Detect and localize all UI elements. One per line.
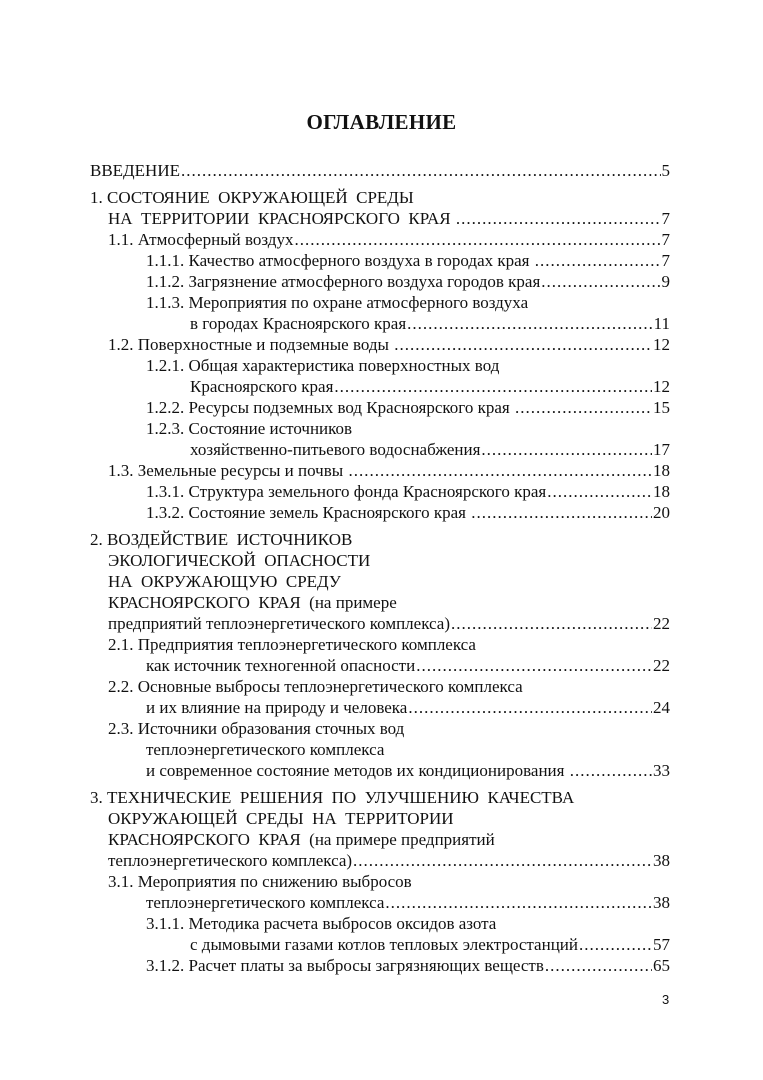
toc-line — [190, 376, 670, 397]
toc-line — [146, 892, 670, 913]
toc-entry — [0, 676, 763, 718]
toc-entry-title: теплоэнергетического комплекса — [146, 893, 385, 912]
toc-entry — [0, 397, 763, 418]
toc-page-number: 12 — [653, 335, 670, 354]
toc-page-number: 7 — [661, 209, 670, 228]
toc-line — [146, 955, 670, 976]
page-number: 3 — [662, 992, 670, 1007]
toc-page-number: 11 — [653, 314, 670, 333]
toc-entry — [0, 355, 763, 397]
toc-line — [146, 250, 670, 271]
toc-entry — [0, 160, 763, 181]
toc-line — [108, 613, 670, 634]
toc-entry-title: как источник техногенной опасности — [146, 656, 416, 675]
toc-entry — [0, 271, 763, 292]
toc-page-number: 18 — [653, 461, 670, 480]
toc-line — [108, 571, 670, 592]
toc-page-number: 20 — [653, 503, 670, 522]
toc-line — [108, 550, 670, 571]
toc-entry-title: КРАСНОЯРСКОГО КРАЯ (на примере — [108, 593, 397, 612]
dot-leader — [545, 955, 652, 976]
toc-entry-title: 2. ВОЗДЕЙСТВИЕ ИСТОЧНИКОВ — [90, 530, 353, 549]
dot-leader — [535, 250, 661, 271]
toc-page-number: 22 — [653, 656, 670, 675]
toc-line — [146, 271, 670, 292]
toc-page-number: 18 — [653, 482, 670, 501]
toc-entry-title: ВВЕДЕНИЕ — [90, 161, 180, 180]
toc-line — [190, 313, 670, 334]
toc-entry-title: 1.2.2. Ресурсы подземных вод Красноярского края — [146, 398, 514, 417]
toc-entry-title: 1.1. Атмосферный воздух — [108, 230, 294, 249]
toc-line — [146, 292, 670, 313]
toc-line — [108, 229, 670, 250]
toc-entry-title: и современное состояние методов их кондиционирования — [146, 761, 569, 780]
toc-entry-title: 1.1.1. Качество атмосферного воздуха в городах края — [146, 251, 534, 270]
dot-leader — [334, 376, 652, 397]
toc-line — [146, 760, 670, 781]
toc-entry-title: НА ОКРУЖАЮЩУЮ СРЕДУ — [108, 572, 341, 591]
toc-entry — [0, 460, 763, 481]
toc-line — [146, 397, 670, 418]
toc-page-number: 57 — [653, 935, 670, 954]
dot-leader — [353, 850, 652, 871]
toc-entry-title: 1.2. Поверхностные и подземные воды — [108, 335, 394, 354]
toc-line — [108, 829, 670, 850]
dot-leader — [385, 892, 652, 913]
toc-entry-title: 1.1.3. Мероприятия по охране атмосферного воздуха — [146, 293, 529, 312]
toc-line — [108, 334, 670, 355]
toc-entry-title: теплоэнергетического комплекса) — [108, 851, 353, 870]
toc-entry-title: ЭКОЛОГИЧЕСКОЙ ОПАСНОСТИ — [108, 551, 371, 570]
toc-entry-title: 3.1.2. Расчет платы за выбросы загрязняющих веществ — [146, 956, 544, 975]
toc-line — [108, 460, 670, 481]
toc-line — [146, 355, 670, 376]
toc-line — [146, 697, 670, 718]
table-of-contents — [0, 160, 763, 976]
toc-entry-title: Красноярского края — [190, 377, 334, 396]
toc-entry — [0, 634, 763, 676]
dot-leader — [471, 502, 652, 523]
toc-line — [108, 718, 670, 739]
toc-line — [190, 439, 670, 460]
toc-page-number: 15 — [653, 398, 670, 417]
dot-leader — [348, 460, 652, 481]
toc-page-number: 7 — [661, 230, 670, 249]
toc-line — [146, 739, 670, 760]
toc-line — [146, 655, 670, 676]
toc-page-number: 17 — [653, 440, 670, 459]
toc-entry-title: 1.3.1. Структура земельного фонда Красноярского края — [146, 482, 547, 501]
toc-entry-title: 1. СОСТОЯНИЕ ОКРУЖАЮЩЕЙ СРЕДЫ — [90, 188, 414, 207]
toc-page-number: 65 — [653, 956, 670, 975]
dot-leader — [407, 313, 652, 334]
toc-page-number: 5 — [661, 161, 670, 180]
toc-page-number: 12 — [653, 377, 670, 396]
toc-page-number: 9 — [661, 272, 670, 291]
dot-leader — [481, 439, 652, 460]
toc-entry-title: 2.3. Источники образования сточных вод — [108, 719, 405, 738]
dot-leader — [294, 229, 660, 250]
dot-leader — [541, 271, 660, 292]
dot-leader — [416, 655, 652, 676]
toc-entry — [0, 955, 763, 976]
toc-entry — [0, 502, 763, 523]
toc-line — [108, 676, 670, 697]
toc-entry-title: 1.1.2. Загрязнение атмосферного воздуха городов края — [146, 272, 541, 291]
toc-line — [90, 187, 670, 208]
page-title: ОГЛАВЛЕНИЕ — [306, 110, 457, 134]
toc-line — [90, 787, 670, 808]
toc-entry-title: 3.1. Мероприятия по снижению выбросов — [108, 872, 412, 891]
toc-line — [146, 418, 670, 439]
toc-page-number: 38 — [653, 851, 670, 870]
toc-line — [108, 592, 670, 613]
toc-entry-title: 2.1. Предприятия теплоэнергетического комплекса — [108, 635, 476, 654]
toc-line — [108, 808, 670, 829]
dot-leader — [547, 481, 652, 502]
toc-line — [108, 871, 670, 892]
toc-entry — [0, 250, 763, 271]
toc-page-number: 33 — [653, 761, 670, 780]
toc-entry — [0, 871, 763, 913]
dot-leader — [515, 397, 652, 418]
toc-entry-title: НА ТЕРРИТОРИИ КРАСНОЯРСКОГО КРАЯ — [108, 209, 455, 228]
dot-leader — [181, 160, 661, 181]
toc-entry-title: хозяйственно-питьевого водоснабжения — [190, 440, 481, 459]
toc-entry-title: 1.2.3. Состояние источников — [146, 419, 353, 438]
toc-page-number: 22 — [653, 614, 670, 633]
dot-leader — [456, 208, 661, 229]
toc-entry — [0, 334, 763, 355]
toc-entry-title: 1.3. Земельные ресурсы и почвы — [108, 461, 348, 480]
toc-entry — [0, 529, 763, 634]
toc-entry — [0, 718, 763, 781]
toc-entry-title: 1.2.1. Общая характеристика поверхностных вод — [146, 356, 500, 375]
toc-page-number: 7 — [661, 251, 670, 270]
toc-entry-title: 1.3.2. Состояние земель Красноярского края — [146, 503, 471, 522]
toc-line — [108, 208, 670, 229]
toc-entry-title: КРАСНОЯРСКОГО КРАЯ (на примере предприятий — [108, 830, 495, 849]
toc-entry-title: предприятий теплоэнергетического комплекса) — [108, 614, 450, 633]
toc-page-number: 24 — [653, 698, 670, 717]
toc-entry-title: 2.2. Основные выбросы теплоэнергетического комплекса — [108, 677, 523, 696]
toc-entry-title: 3. ТЕХНИЧЕСКИЕ РЕШЕНИЯ ПО УЛУЧШЕНИЮ КАЧЕСТВА — [90, 788, 575, 807]
dot-leader — [451, 613, 652, 634]
toc-entry — [0, 292, 763, 334]
toc-page-number: 38 — [653, 893, 670, 912]
toc-entry-title: ОКРУЖАЮЩЕЙ СРЕДЫ НА ТЕРРИТОРИИ — [108, 809, 454, 828]
toc-entry — [0, 418, 763, 460]
dot-leader — [408, 697, 652, 718]
toc-entry — [0, 481, 763, 502]
toc-entry — [0, 787, 763, 871]
toc-line — [108, 850, 670, 871]
toc-entry-title: теплоэнергетического комплекса — [146, 740, 385, 759]
toc-entry-title: в городах Красноярского края — [190, 314, 407, 333]
toc-line — [190, 934, 670, 955]
dot-leader — [579, 934, 652, 955]
dot-leader — [394, 334, 652, 355]
dot-leader — [570, 760, 652, 781]
toc-entry — [0, 913, 763, 955]
toc-line — [146, 502, 670, 523]
toc-line — [90, 529, 670, 550]
toc-entry — [0, 187, 763, 229]
toc-line — [146, 913, 670, 934]
toc-entry-title: 3.1.1. Методика расчета выбросов оксидов азота — [146, 914, 497, 933]
toc-line — [90, 160, 670, 181]
toc-line — [146, 481, 670, 502]
toc-entry — [0, 229, 763, 250]
toc-entry-title: с дымовыми газами котлов тепловых электростанций — [190, 935, 578, 954]
toc-entry-title: и их влияние на природу и человека — [146, 698, 408, 717]
toc-line — [108, 634, 670, 655]
